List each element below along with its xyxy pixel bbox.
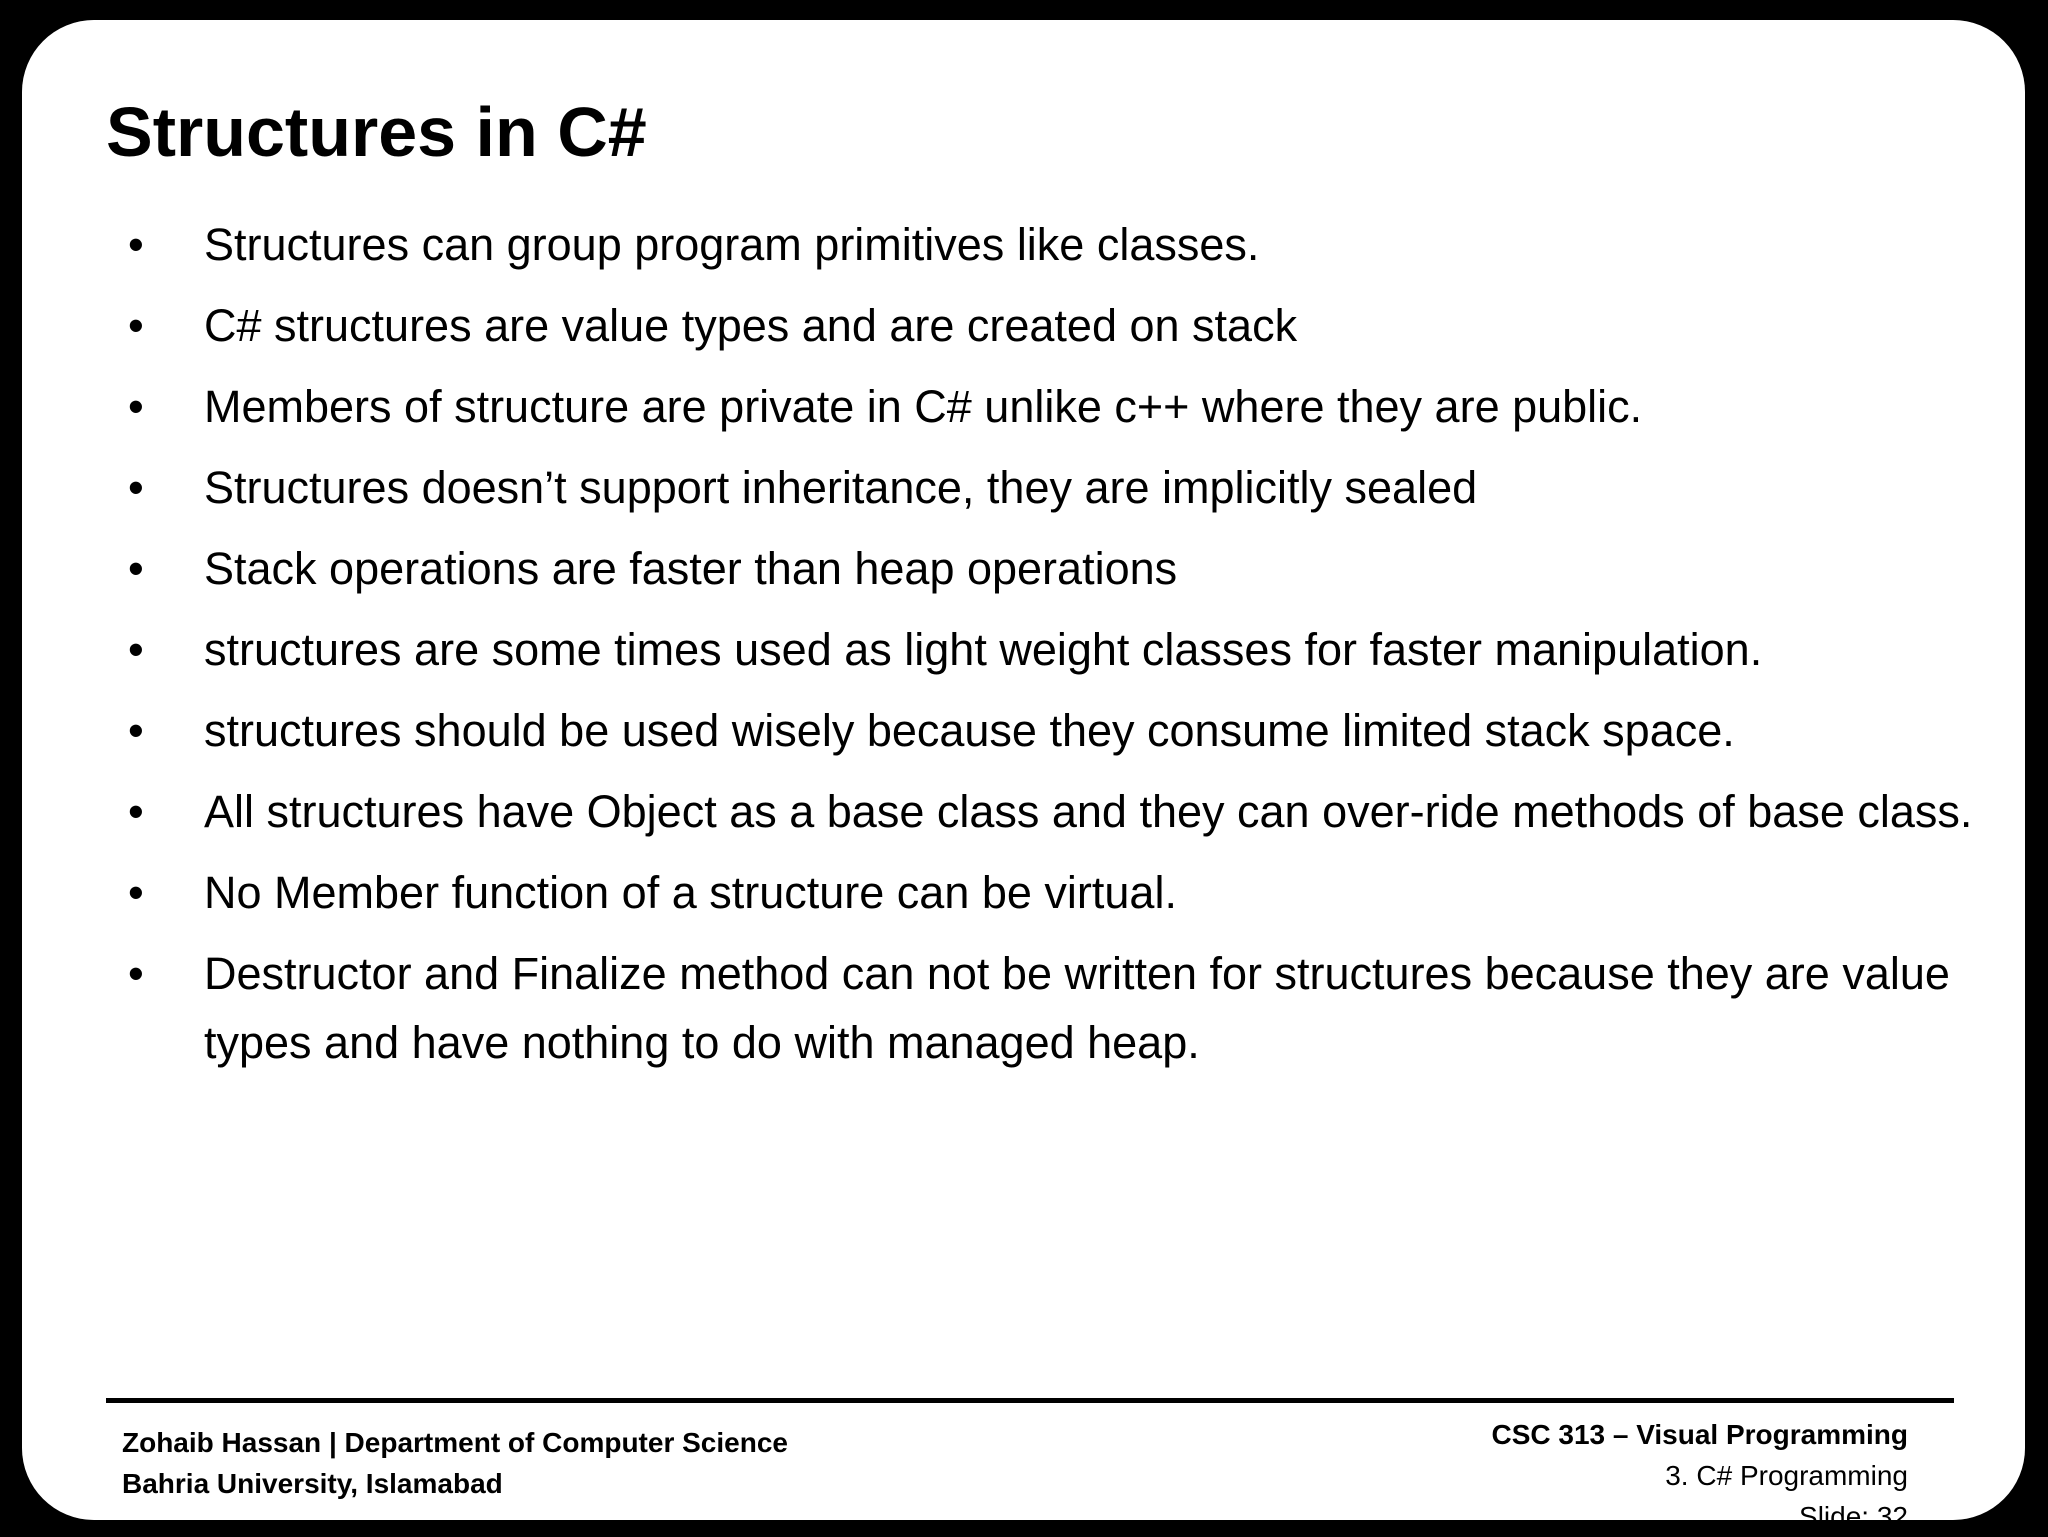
bullet-symbol: •	[128, 786, 144, 837]
footer-university: Bahria University, Islamabad	[122, 1468, 503, 1499]
bullet-item	[106, 534, 1976, 603]
footer-slide-number: Slide: 32	[1799, 1501, 1908, 1532]
footer-author: Zohaib Hassan | Department of Computer Science	[122, 1427, 788, 1458]
footer-course-block	[1491, 1414, 1908, 1537]
bullet-text: No Member function of a structure can be virtual.	[204, 867, 1177, 918]
bullet-text: structures should be used wisely because they consume limited stack space.	[204, 705, 1735, 756]
bullet-symbol: •	[128, 462, 144, 513]
bullet-symbol: •	[128, 381, 144, 432]
bullet-text: C# structures are value types and are created on stack	[204, 300, 1298, 351]
bullet-text: structures are some times used as light weight classes for faster manipulation.	[204, 624, 1763, 675]
bullet-item	[106, 939, 1976, 1077]
bullet-symbol: •	[128, 867, 144, 918]
bullet-list	[106, 210, 1976, 1089]
bullet-text: Structures can group program primitives like classes.	[204, 219, 1260, 270]
footer-chapter: 3. C# Programming	[1665, 1460, 1908, 1491]
bullet-item	[106, 210, 1976, 279]
footer-divider	[106, 1398, 1954, 1403]
bullet-item	[106, 858, 1976, 927]
bullet-item	[106, 777, 1976, 846]
bullet-item	[106, 291, 1976, 360]
bullet-symbol: •	[128, 543, 144, 594]
bullet-item	[106, 372, 1976, 441]
footer-course: CSC 313 – Visual Programming	[1491, 1419, 1908, 1450]
bullet-item	[106, 696, 1976, 765]
slide	[22, 20, 2025, 1532]
bullet-symbol: •	[128, 300, 144, 351]
bullet-text: Stack operations are faster than heap operations	[204, 543, 1178, 594]
bullet-text: Structures doesn’t support inheritance, they are implicitly sealed	[204, 462, 1478, 513]
slide-title: Structures in C#	[106, 93, 647, 171]
bullet-text: All structures have Object as a base class and they can over-ride methods of base class.	[204, 786, 1973, 837]
bullet-text: Destructor and Finalize method can not be written for structures because they are value types and have nothing to do with managed heap.	[204, 948, 1950, 1068]
bullet-symbol: •	[128, 624, 144, 675]
bullet-symbol: •	[128, 948, 144, 999]
bullet-symbol: •	[128, 219, 144, 270]
footer-author-block	[122, 1422, 788, 1504]
bullet-text: Members of structure are private in C# unlike c++ where they are public.	[204, 381, 1643, 432]
bullet-item	[106, 453, 1976, 522]
bullet-symbol: •	[128, 705, 144, 756]
bullet-item	[106, 615, 1976, 684]
